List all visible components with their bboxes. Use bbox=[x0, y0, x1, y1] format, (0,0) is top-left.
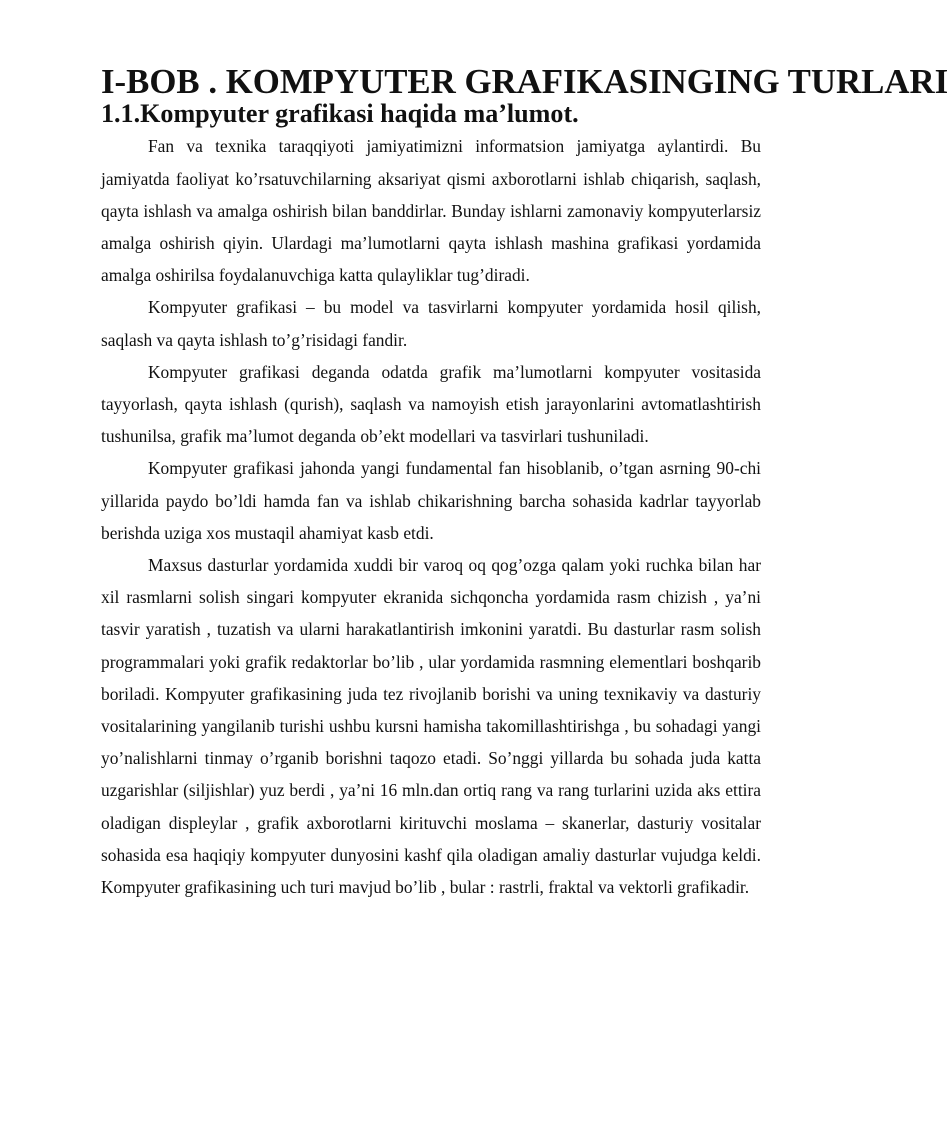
paragraph-3: Kompyuter grafikasi deganda odatda grafik ma’lumotlarni kompyuter vositasida tayyorlash, qayta ishlash (qurish), saqlash va namoyish etish jarayonlarini avtomatlashtirish tushunilsa, grafik ma’lumot deganda ob’ekt modellari va tasvirlari tushuniladi. bbox=[101, 361, 761, 447]
paragraph-5: Maxsus dasturlar yordamida xuddi bir varoq oq qog’ozga qalam yoki ruchka bilan har xil rasmlarni solish singari kompyuter ekranida sichqoncha yordamida rasm chizish , ya’ni tasvir yaratish , tuzatish va ularni harakatlantirish imkonini yaratdi. Bu dasturlar rasm solish programmalari yoki grafik redaktorlar bo’lib , ular yordamida rasmning elementlari boshqarib boriladi. Kompyuter grafikasining juda tez rivojlanib borishi va uning texnikaviy va dasturiy vositalarining yangilanib turishi ushbu kursni hamisha takomillashtirishga , bu sohadagi yangi yo’nalishlarni tinmay o’rganib borishni taqozo etadi. So’nggi yillarda bu sohada juda katta uzgarishlar (siljishlar) yuz berdi , ya’ni 16 mln.dan ortiq rang va rang turlarini uzida aks ettira oladigan displeylar , grafik axborotlarni kirituvchi moslama – skanerlar, dasturiy vositalar sohasida esa haqiqiy kompyuter dunyosini kashf qila oladigan amaliy dasturlar vujudga keldi. Kompyuter grafikasining uch turi mavjud bo’lib , bular : rastrli, fraktal va vektorli grafikadir. bbox=[101, 555, 761, 898]
document-page bbox=[101, 62, 948, 903]
chapter-title: I-BOB . KOMPYUTER GRAFIKASINGING TURLARI bbox=[101, 62, 948, 101]
paragraph-1: Fan va texnika taraqqiyoti jamiyatimizni informatsion jamiyatga aylantirdi. Bu jamiyatda faoliyat ko’rsatuvchilarning aksariyat qismi axborotlarni ishlab chiqarish, saqlash, qayta ishlash va amalga oshirish bilan banddirlar. Bunday ishlarni zamonaviy kompyuterlarsiz amalga oshirish qiyin. Ulardagi ma’lumotlarni qayta ishlash mashina grafikasi yordamida amalga oshirilsa foydalanuvchiga katta qulayliklar tug’diradi. bbox=[101, 136, 761, 286]
paragraph-2: Kompyuter grafikasi – bu model va tasvirlarni kompyuter yordamida hosil qilish, saqlash va qayta ishlash to’g’risidagi fandir. bbox=[101, 297, 761, 350]
section-title: 1.1.Kompyuter grafikasi haqida ma’lumot. bbox=[101, 99, 579, 129]
paragraph-4: Kompyuter grafikasi jahonda yangi fundamental fan hisoblanib, o’tgan asrning 90-chi yillarida paydo bo’ldi hamda fan va ishlab chikarishning barcha sohasida kadrlar tayyorlab berishda uziga xos mustaqil ahamiyat kasb etdi. bbox=[101, 458, 761, 543]
